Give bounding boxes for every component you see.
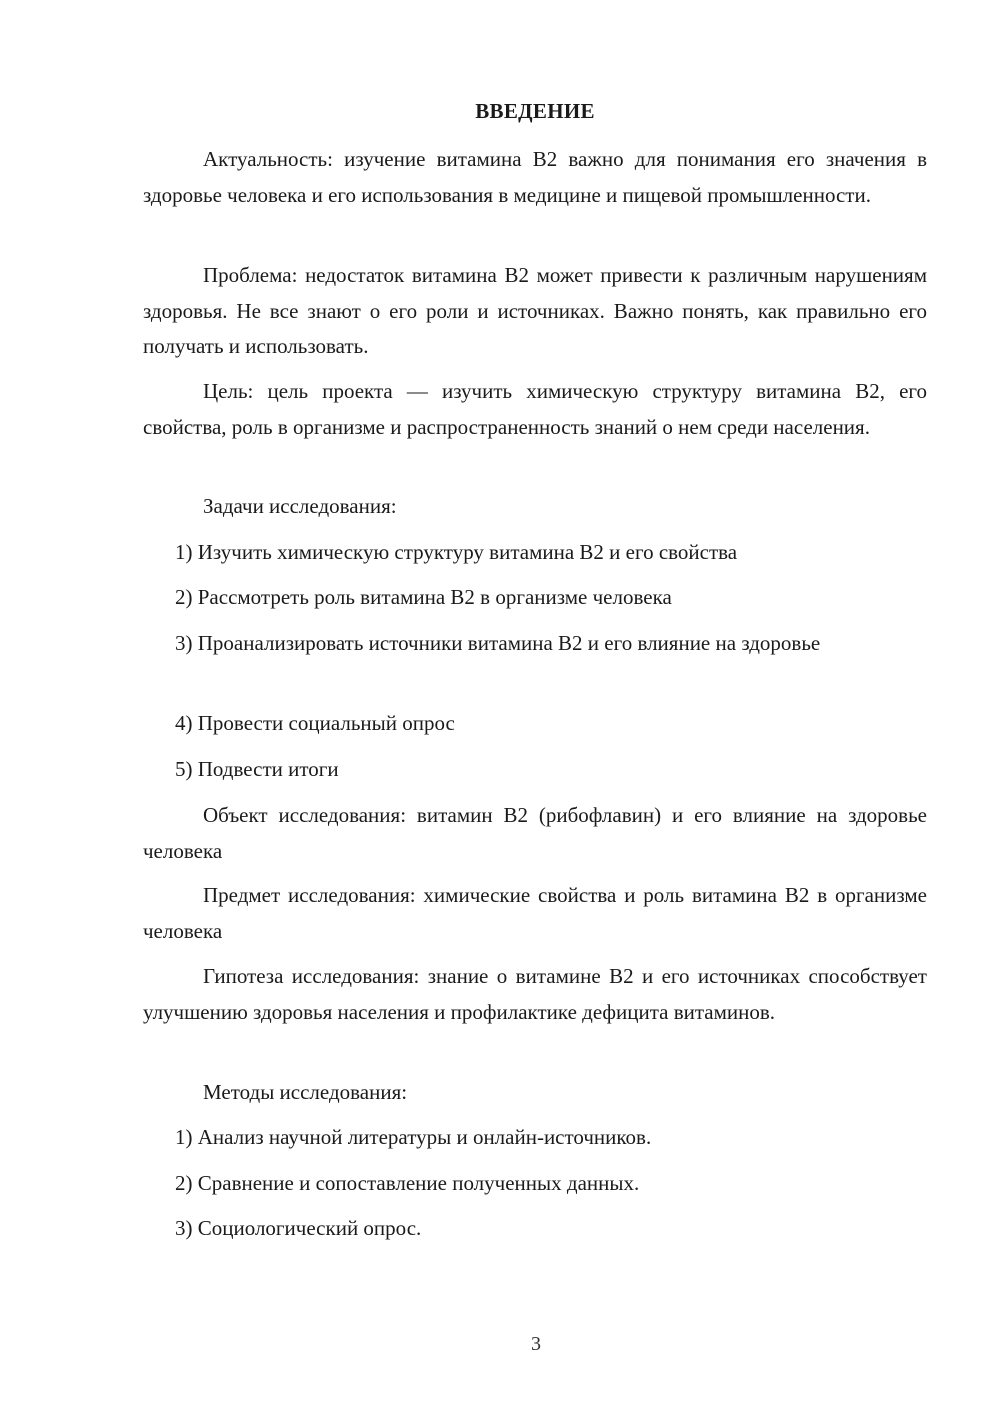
method-item-2: 2) Сравнение и сопоставление полученных данных. [175, 1171, 640, 1195]
tasks-heading: Задачи исследования: [203, 494, 397, 518]
task-item-3: 3) Проанализировать источники витамина В2 и его влияние на здоровье [175, 631, 821, 655]
task-item-1: 1) Изучить химическую структуру витамина В2 и его свойства [175, 540, 738, 564]
object-paragraph: Объект исследования: витамин В2 (рибофлавин) и его влияние на здоровье человека [143, 803, 927, 863]
task-item-2: 2) Рассмотреть роль витамина В2 в организме человека [175, 585, 672, 609]
task-item-5: 5) Подвести итоги [175, 757, 339, 781]
hypothesis-paragraph: Гипотеза исследования: знание о витамине В2 и его источниках способствует улучшению здоровья населения и профилактике дефицита витаминов. [143, 964, 927, 1024]
subject-paragraph: Предмет исследования: химические свойства и роль витамина В2 в организме человека [143, 883, 927, 943]
section-title: ВВЕДЕНИЕ [475, 99, 595, 123]
goal-paragraph: Цель: цель проекта — изучить химическую структуру витамина В2, его свойства, роль в организме и распространенность знаний о нем среди населения. [143, 379, 927, 439]
problem-paragraph: Проблема: недостаток витамина В2 может привести к различным нарушениям здоровья. Не все знают о его роли и источниках. Важно понять, как правильно его получать и использовать. [143, 263, 927, 358]
method-item-1: 1) Анализ научной литературы и онлайн-источников. [175, 1125, 652, 1149]
page-number: 3 [531, 1333, 541, 1355]
relevance-paragraph: Актуальность: изучение витамина В2 важно для понимания его значения в здоровье человека и его использования в медицине и пищевой промышленности. [143, 147, 927, 207]
task-item-4: 4) Провести социальный опрос [175, 711, 455, 735]
methods-heading: Методы исследования: [203, 1080, 408, 1104]
method-item-3: 3) Социологический опрос. [175, 1216, 422, 1240]
